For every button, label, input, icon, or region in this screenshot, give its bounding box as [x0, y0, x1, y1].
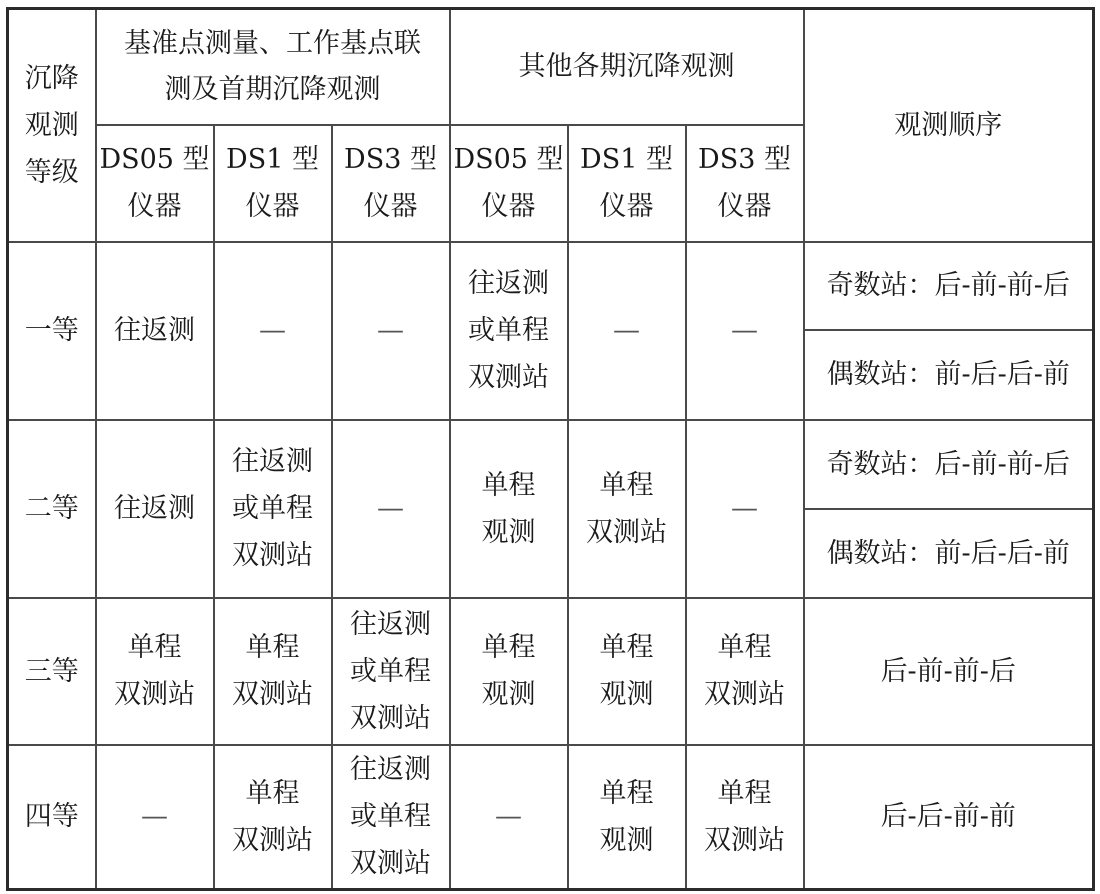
- cell-text: —: [731, 493, 758, 524]
- cell-text: 往返测 或单程 双测站: [468, 268, 549, 393]
- order-text: 奇数站：后-前-前-后: [826, 448, 1070, 480]
- table-row: [8, 242, 1094, 330]
- data-cell: [96, 420, 214, 598]
- grade-cell: [8, 420, 96, 598]
- order-text: 偶数站：前-后-后-前: [826, 537, 1070, 569]
- settlement-observation-table-wrapper: [6, 7, 1095, 891]
- cell-text: —: [377, 315, 404, 346]
- data-cell: [332, 745, 450, 890]
- instrument-label: DS1 型 仪器: [580, 144, 673, 222]
- header-grade-cell: [8, 9, 96, 242]
- data-cell: [214, 242, 332, 420]
- cell-text: 往返测 或单程 双测站: [232, 446, 313, 571]
- cell-text: 单程 双测站: [114, 632, 195, 710]
- order-text: 后-前-前-后: [880, 655, 1016, 687]
- instrument-label: DS05 型 仪器: [99, 144, 210, 222]
- cell-text: 单程 观测: [599, 777, 654, 856]
- data-cell: [214, 598, 332, 745]
- header-instrument-cell: [96, 125, 214, 242]
- cell-text: —: [495, 801, 522, 833]
- data-cell: [332, 420, 450, 598]
- data-cell: [214, 420, 332, 598]
- cell-text: 往返测 或单程 双测站: [350, 608, 431, 734]
- data-cell: [214, 745, 332, 890]
- header-instrument-cell: [686, 125, 804, 242]
- grade-label: 三等: [24, 655, 79, 687]
- instrument-label: DS1 型 仪器: [226, 144, 319, 222]
- cell-text: 单程 观测: [481, 469, 536, 548]
- instrument-label: DS3 型 仪器: [344, 144, 437, 222]
- cell-text: —: [731, 315, 758, 346]
- cell-text: 往返测: [114, 493, 195, 524]
- data-cell: [686, 745, 804, 890]
- header-group-a-cell: [96, 9, 450, 125]
- grade-label: 四等: [24, 801, 79, 833]
- order-cell: [804, 745, 1094, 890]
- table-row: [8, 745, 1094, 890]
- data-cell: [450, 745, 568, 890]
- data-cell: [332, 242, 450, 420]
- data-cell: [686, 420, 804, 598]
- data-cell: [96, 745, 214, 890]
- header-instrument-cell: [332, 125, 450, 242]
- data-cell: [96, 598, 214, 745]
- cell-text: 往返测: [114, 315, 195, 346]
- cell-text: —: [259, 315, 286, 346]
- instrument-label: DS05 型 仪器: [453, 144, 564, 222]
- header-order-label: 观测顺序: [894, 109, 1003, 141]
- data-cell: [568, 242, 686, 420]
- cell-text: 单程 观测: [599, 632, 654, 710]
- cell-text: —: [377, 493, 404, 524]
- header-order-cell: [804, 9, 1094, 242]
- header-group-a-label: 基准点测量、工作基点联 测及首期沉降观测: [124, 27, 421, 105]
- header-instrument-cell: [450, 125, 568, 242]
- order-cell: [804, 330, 1094, 420]
- settlement-observation-table: [6, 7, 1095, 891]
- data-cell: [686, 242, 804, 420]
- order-cell: [804, 420, 1094, 509]
- cell-text: 单程 双测站: [232, 777, 313, 856]
- data-cell: [332, 598, 450, 745]
- cell-text: 单程 双测站: [232, 632, 313, 710]
- order-text: 奇数站：后-前-前-后: [826, 270, 1070, 301]
- grade-label: 一等: [24, 315, 79, 346]
- table-row: [8, 420, 1094, 509]
- order-cell: [804, 242, 1094, 330]
- cell-text: 单程 观测: [481, 632, 536, 710]
- data-cell: [686, 598, 804, 745]
- cell-text: —: [613, 315, 640, 346]
- order-text: 后-后-前-前: [880, 801, 1016, 833]
- instrument-label: DS3 型 仪器: [698, 144, 791, 222]
- header-group-b-label: 其他各期沉降观测: [518, 51, 735, 83]
- header-instrument-cell: [214, 125, 332, 242]
- cell-text: 单程 双测站: [704, 777, 785, 856]
- data-cell: [450, 242, 568, 420]
- cell-text: 往返测 或单程 双测站: [350, 754, 431, 880]
- grade-cell: [8, 745, 96, 890]
- cell-text: 单程 双测站: [586, 469, 667, 548]
- grade-cell: [8, 242, 96, 420]
- table-row: [8, 598, 1094, 745]
- data-cell: [568, 745, 686, 890]
- order-cell: [804, 598, 1094, 745]
- order-text: 偶数站：前-后-后-前: [826, 359, 1070, 390]
- header-instrument-cell: [568, 125, 686, 242]
- data-cell: [96, 242, 214, 420]
- cell-text: —: [141, 801, 168, 833]
- data-cell: [568, 420, 686, 598]
- header-group-b-cell: [450, 9, 804, 125]
- cell-text: 单程 双测站: [704, 632, 785, 710]
- header-grade-label: 沉降 观测 等级: [24, 62, 79, 188]
- data-cell: [568, 598, 686, 745]
- data-cell: [450, 598, 568, 745]
- order-cell: [804, 509, 1094, 598]
- data-cell: [450, 420, 568, 598]
- grade-cell: [8, 598, 96, 745]
- grade-label: 二等: [24, 493, 79, 524]
